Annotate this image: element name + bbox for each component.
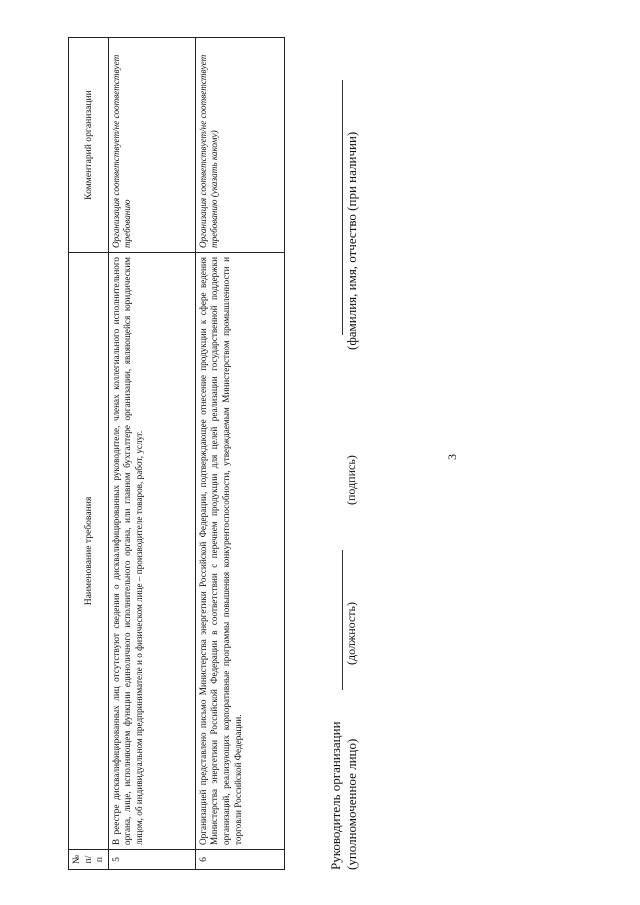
header-number: № п/п: [69, 850, 109, 870]
header-requirement-name: Наименование требования: [69, 253, 109, 850]
header-organization-comment: Комментарий организации: [69, 38, 109, 253]
table-row: [108, 38, 195, 870]
page-number: 3: [445, 454, 459, 460]
row-number: 6: [195, 850, 284, 870]
authorized-person-label: (уполномоченное лицо): [344, 738, 359, 870]
full-name-line: [342, 80, 343, 335]
row-requirement: Организацией представлено письмо Министерства энергетики Российской Федерации, подтверждающее отнесение продукции к сфере ведения Министерства энергетики Российской Федерации в соответствии с перечнем продукции для целей реализации государственной поддержки организаций, реализующих корпоративные программы повышения конкурентоспособности, утверждаемым Министерством промышленности и торговли Российской Федерации.: [195, 253, 284, 850]
head-of-organization-label: Руководитель организации: [328, 721, 343, 870]
full-name-caption: (фамилия, имя, отчество (при наличии): [344, 131, 359, 350]
requirements-table: [68, 37, 285, 870]
row-requirement: В реестре дисквалифицированных лиц отсутствуют сведения о дисквалифицированных руководителе, членах коллегиального исполнительного органа, лице, исполняющем функции единоличного исполнительного органа, или главном бухгалтере организации, являющейся юридическим лицом, об индивидуальном предпринимателе и о физическом лице – производителе товаров, работ, услуг.: [108, 253, 195, 850]
position-line: [342, 550, 343, 690]
row-comment: Организация соответствует/не соответствует требованию: [108, 38, 195, 253]
table-row: [195, 38, 284, 870]
table-header-row: [69, 38, 109, 870]
row-comment: Организация соответствует/не соответствует требованию (указать какому): [195, 38, 284, 253]
row-number: 5: [108, 850, 195, 870]
position-caption: (должность): [344, 602, 358, 665]
signature-caption: (подпись): [344, 455, 358, 505]
